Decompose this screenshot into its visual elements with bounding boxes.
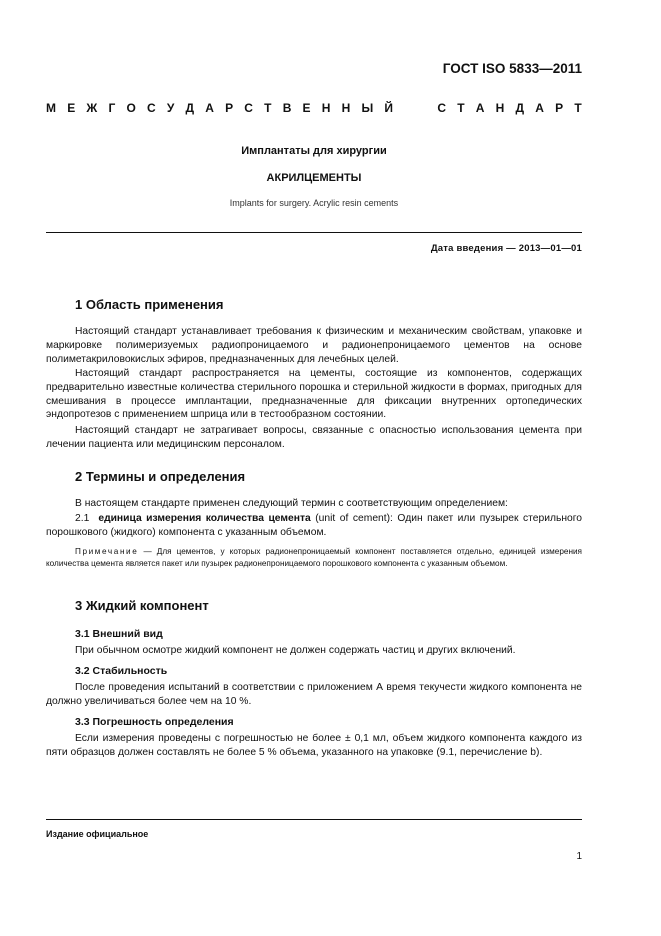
subsection-3-2-heading: 3.2 Стабильность [75, 665, 168, 677]
banner-letter: Т [264, 101, 272, 115]
banner-letter: Е [302, 101, 311, 115]
banner-letter: Д [515, 101, 525, 115]
section-3-heading: 3 Жидкий компонент [75, 598, 209, 613]
note-text: — Для цементов, у которых радионепроницаемый компонент поставляется отдельно, единицей измерения количества цемента является пакет или пузырек радионепроницаемого порошкового компонента с указанным объемом. [46, 547, 582, 569]
title-divider [46, 232, 582, 233]
section-2-heading: 2 Термины и определения [75, 469, 246, 484]
title-line-1: Имплантаты для хирургии [241, 145, 387, 157]
banner-letter: Н [341, 101, 351, 115]
banner-letter: Н [495, 101, 505, 115]
banner-letter: Г [108, 101, 116, 115]
banner-letter: А [535, 101, 544, 115]
section-1-paragraph-2: Настоящий стандарт распространяется на цементы, состоящие из компонентов, содержащих предварительно известные количества стерильного порошка и стерильной жидкости в формах, пригодных для смешивания в процессе имплантации, предназначенные для фиксации внутренних ортопедических эндопротезов с применением шприца или в тестообразном состоянии. [46, 368, 582, 421]
banner-letter: Й [384, 101, 394, 115]
page-number: 1 [576, 851, 582, 862]
section-2-paragraph-1: В настоящем стандарте применен следующий термин с соответствующим определением: [75, 498, 508, 509]
banner-letter: М [46, 101, 56, 115]
subsection-3-1-heading: 3.1 Внешний вид [75, 628, 163, 640]
definition-number: 2.1 [75, 513, 90, 524]
section-1-paragraph-1: Настоящий стандарт устанавливает требования к физическим и механическим свойствам, упаковке и маркировке полимеризуемых радиопроницаемого и радионепроницаемого цементов на основе полиметакриловокислых эфиров, предназначенных для лечебных целей. [46, 326, 582, 365]
subsection-3-1-text: При обычном осмотре жидкий компонент не должен содержать частиц и других включений. [75, 645, 516, 656]
subsection-3-2-text: После проведения испытаний в соответствии с приложением А время текучести жидкого компонента не должно увеличиваться более чем на 10 %. [46, 682, 582, 707]
banner-letter: О [126, 101, 136, 115]
note-label: Примечание [75, 547, 139, 556]
banner-letter: С [437, 101, 447, 115]
banner-letter: Т [457, 101, 465, 115]
official-edition-label: Издание официальное [46, 829, 149, 839]
definition-2-1 [46, 512, 582, 540]
title-english: Implants for surgery. Acrylic resin cements [229, 198, 399, 208]
definition-term: единица измерения количества цемента [98, 513, 311, 524]
banner-letter: Ж [86, 101, 98, 115]
note-block [46, 546, 582, 571]
footer-divider [46, 819, 582, 820]
banner-letter: Р [225, 101, 234, 115]
banner-letter: С [244, 101, 253, 115]
banner-letter: Т [574, 101, 582, 115]
title-line-2: АКРИЛЦЕМЕНТЫ [266, 172, 362, 184]
banner-letter: Р [555, 101, 564, 115]
banner-letter: С [146, 101, 156, 115]
banner-letter: У [166, 101, 175, 115]
standard-id: ГОСТ ISO 5833—2011 [442, 61, 582, 76]
banner-letter: Д [185, 101, 195, 115]
section-1-paragraph-3: Настоящий стандарт не затрагивает вопросы, связанные с опасностью использования цемента при лечении пациента или медицинским персоналом. [46, 425, 582, 450]
subsection-3-3-text: Если измерения проведены с погрешностью не более ± 0,1 мл, объем жидкого компонента каждого из пяти образцов должен составлять не более 5 % объема, указанного на упаковке (9.1, перечисление b). [46, 733, 582, 758]
banner-letter: Н [321, 101, 331, 115]
banner-letter: Ы [361, 101, 374, 115]
banner-letter: Е [67, 101, 76, 115]
banner-letter: В [282, 101, 292, 115]
banner-letter: А [475, 101, 485, 115]
definition-text: (unit of cement): Один пакет или пузырек стерильного порошкового (жидкого) компонента с указанным объемом. [46, 513, 582, 538]
interstate-standard-banner [46, 101, 582, 115]
subsection-3-3-heading: 3.3 Погрешность определения [75, 716, 234, 728]
banner-word-gap [404, 101, 426, 115]
section-1-heading: 1 Область применения [75, 297, 224, 312]
effective-date: Дата введения — 2013—01—01 [430, 243, 582, 254]
banner-letter: А [205, 101, 214, 115]
